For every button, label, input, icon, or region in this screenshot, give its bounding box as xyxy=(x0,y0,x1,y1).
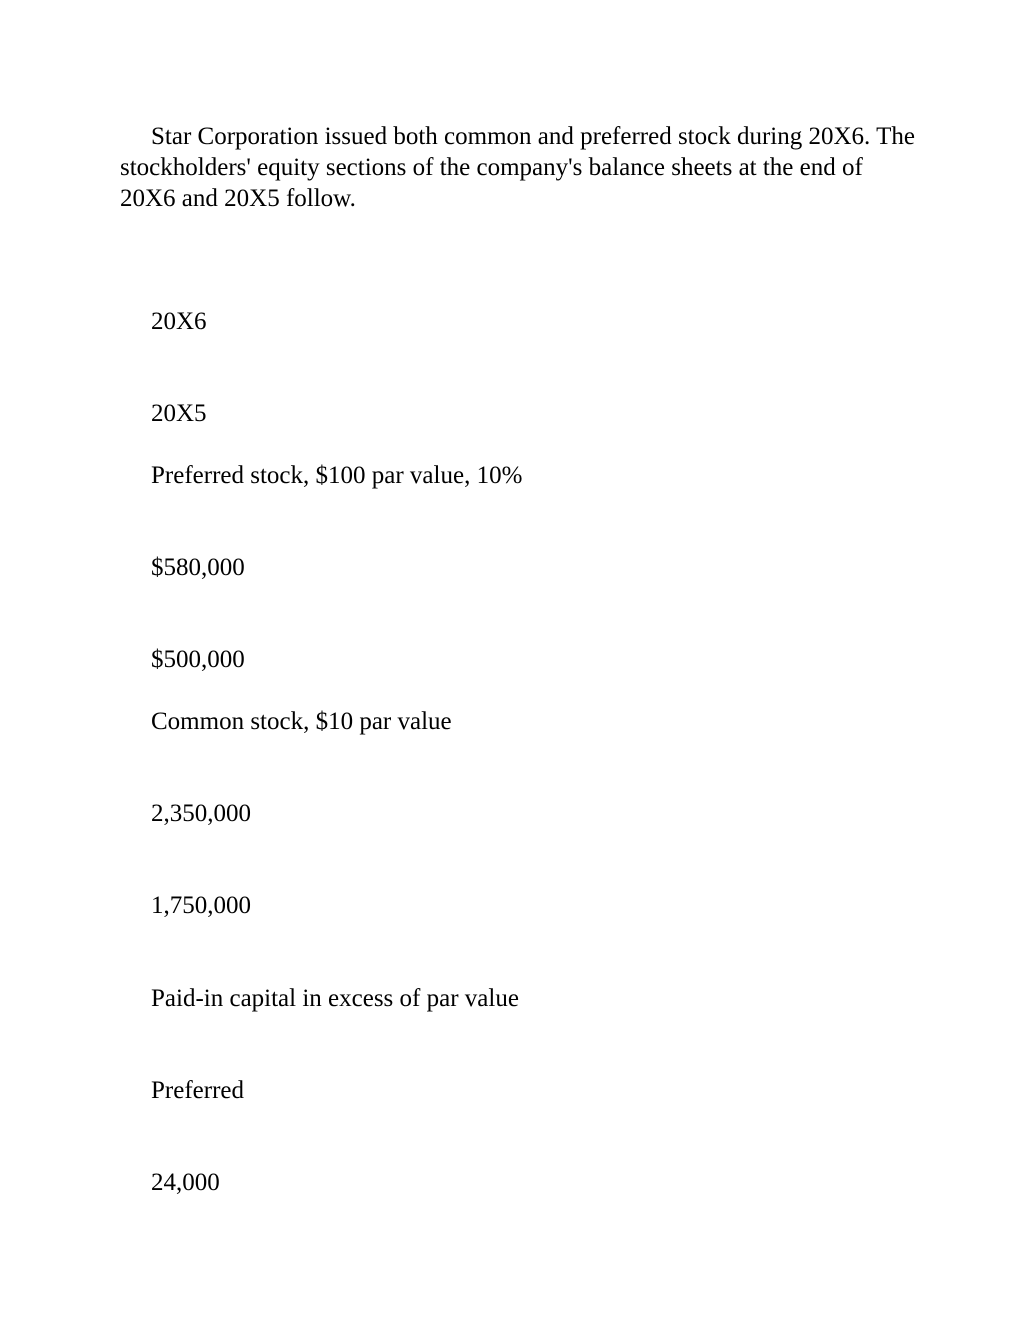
paid-in-capital-preferred-label: Preferred xyxy=(151,1077,244,1104)
column-header-20x6: 20X6 xyxy=(151,308,207,335)
column-header-20x5: 20X5 xyxy=(151,400,207,427)
common-stock-label: Common stock, $10 par value xyxy=(151,708,452,735)
preferred-stock-label: Preferred stock, $100 par value, 10% xyxy=(151,462,523,489)
paid-in-capital-label: Paid-in capital in excess of par value xyxy=(151,985,519,1012)
preferred-stock-20x5-value: $500,000 xyxy=(151,646,245,673)
common-stock-20x5-value: 1,750,000 xyxy=(151,892,251,919)
common-stock-20x6-value: 2,350,000 xyxy=(151,800,251,827)
preferred-stock-20x6-value: $580,000 xyxy=(151,554,245,581)
intro-paragraph: Star Corporation issued both common and preferred stock during 20X6. The stockholders' equity sections of the company's balance sheets at the end of 20X6 and 20X5 follow. xyxy=(120,123,915,212)
paid-in-capital-preferred-20x6-value: 24,000 xyxy=(151,1169,220,1196)
